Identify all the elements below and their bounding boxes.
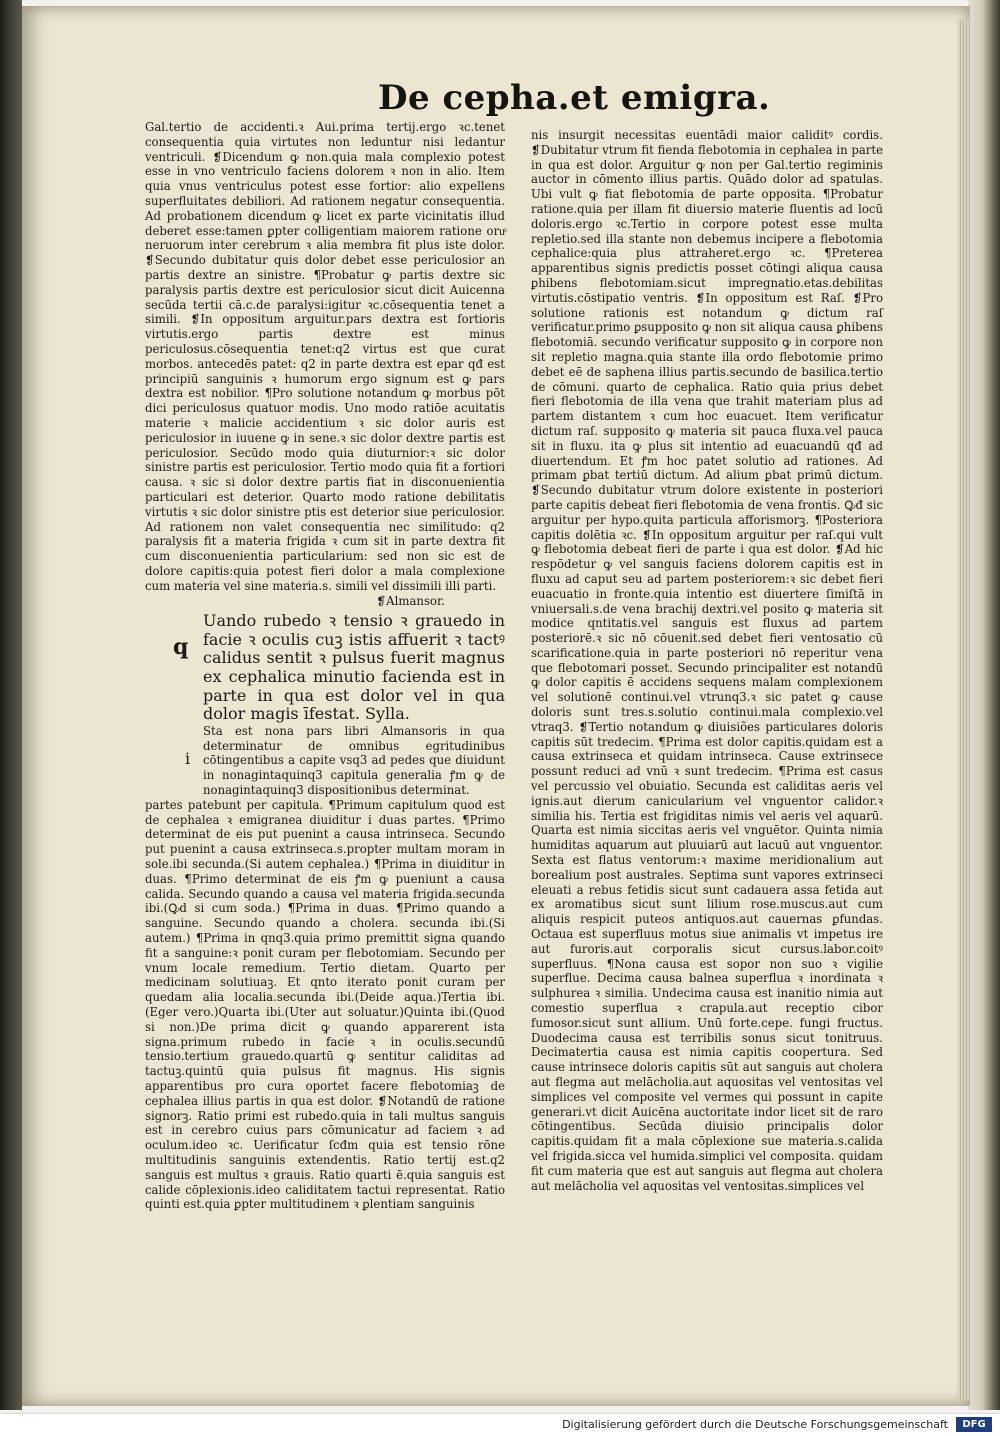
commentary-intro-text: Sta est nona pars libri Almansoris in qua determinatur de omnibus egritudinibus cōtingentibus a capite vsq3 ad pedes que diuidunt in nonagintaquinq3 capitula generalia ꝭm ꝙ de nonagintaquinq3 dispositionibus determinat. <box>203 723 505 798</box>
right-paragraph: nis insurgit necessitas euentādi maior caliditꝰ cordis. ❡Dubitatur vtrum fit fienda flebotomia in cephalea in parte in qua est dolor. Arguitur ꝙ non per Gal.tertio regiminis auctor in cōmento illius partis. Quādo dolor ad spatulas. Ubi vult ꝙ fiat flebotomia de parte opposita. ¶Probatur ratione.quia per illam fit diuersio materie fluentis ad locū doloris.ergo ꝛc.Tertio in corpore potest esse multa repletio.sed illa stante non debemus incipere a flebotomia cephalice:quia plus attraheret.ergo ꝛc. ¶Preterea apparentibus signis predictis posset cōtingi aliqua causa ꝑhibens flebotomiam.sicut impregnatio.etas.debilitas virtutis.cōstipatio ventris. ❡In oppositum est Raſ. ❡Pro solutione rationis est notandum ꝙ dictum raſ verificatur.primo ꝑsupposito ꝙ non sit aliqua causa ꝑhibens flebotomiā. secundo verificatur supposito ꝙ in corpore non sit repletio magna.quia stante illa ordo flebotomie primo debet eē de saphena illius partis.secundo de basilica.tertio de cōmuni. quarto de cephalica. Ratio quia prius debet fieri flebotomia de illa vena que trahit materiam plus ad partem distantem ꝛ cum hoc euacuet. Item verificatur dictum raſ. supposito ꝙ materia sit pauca fluxa.vel pauca sit in fluxu. ita ꝙ plus sit intentio ad euacuandū qđ ad diuertendum. Et ꝭm hoc patet solutio ad rationes. Ad primam ꝑbat tertiū dictum. Ad alium ꝑbat primū dictum. ❡Secundo dubitatur vtrum dolore existente in posteriori parte capitis debeat fieri flebotomia de vena frontis. Ꝙđ sic arguitur per hypo.quita particula afforismorꝫ. ¶Posteriora capitis dolētia ꝛc. ❡In oppositum arguitur per raſ.qui vult ꝙ flebotomia debeat fieri de parte i qua est dolor. ❡Ad hic respōdetur ꝙ vel sanguis faciens dolorem capitis est in fluxu ad caput seu ad partem posteriorem:ꝛ sic debet fieri euacuatio in fronte.quia intentio est diuertere ſimiſtā in vniuersali.s.de vena brachij dextri.vel posito ꝙ materia sit modice qntitatis.vel sanguis est fluxus ad partem posteriorē.ꝛ sic nō cōuenit.sed debet fieri ventosatio cū scarificatione.quia in parte posteriori nō reperitur vena que flebotomari posset. Secundo principaliter est notandū ꝙ dolor capitis ē accidens sequens malam complexionem vel solutionē continui.vel vtrunq3.ꝛ sic patet ꝙ cause doloris sunt tres.s.solutio continui.mala complexio.vel vtraq3. ❡Tertio notandum ꝙ diuisiões particulares doloris capitis sūt tredecim. ¶Prima est dolor capitis.quidam est a causa extrinseca et quidam intrinseca. Cause extrinsece possunt reduci ad vnū ꝛ sunt tredecim. ¶Prima est casus vel percussio vel obuiatio. Secunda est caliditas aeris vel ignis.aut dierum canicularium vel vnguentor calidor.ꝛ similia his. Tertia est frigiditas nimis vel aeris vel aquarū. Quarta est nimia siccitas aeris vel vnguētor. Quinta nimia humiditas aquarum aut pluuiarū aut lacuū aut vnguentor. Sexta est flatus ventorum:ꝛ maxime meridionalium aut borealium post australes. Septima sunt vapores extrinseci eleuati a rebus fetidis sicut sunt cadauera assa fetida aut ex aromatibus sicut sunt lilium rose.muscus.aut cum aliquis respicit puteos antiquos.aut cauernas ꝑfundas. Octaua est superfluus motus siue animalis vt impetus ire aut furoris.aut corporalis sicut cursus.labor.coitꝰ superfluus. ¶Nona causa est sopor non suo ꝛ vigilie superflue. Decima causa balnea superflua ꝛ inordinata ꝛ sulphurea ꝛ similia. Undecima causa est inanitio nimia aut comestio superflua ꝛ crapula.aut receptio cibor fumosor.sicut sunt allium. Unū forte.cepe. fungi fructus. Duodecima causa est terribilis sonus sicut tonitruus. Decimatertia causa est nimia capitis coopertura. Sed cause intrinsece doloris capitis sūt aut sanguis aut cholera aut flegma aut melācholia.aut aquositas vel ventositas vel simplices vel composite vel vermes qui possunt in capite generari.vt dicit Auicēna auctoritate indor licet sit de raro cōtingentibus. Secūda diuisio principalis dolor capitis.quidam fit a mala cōplexione sue materia.s.calida vel frigida.sicca vel humida.simplici vel composita. quidam fit cum materia que est aut sanguis aut flegma aut cholera aut melācholia vel aquositas vel ventositas.simplices vel <box>531 128 883 1193</box>
book-cover-edge <box>968 0 1000 1410</box>
initial-q-letter: q <box>173 634 189 661</box>
almansor-rubric: ❡Almansor. <box>376 593 445 608</box>
right-column <box>531 128 883 1193</box>
page-edge-stack <box>958 20 970 1400</box>
commentary-intro-block <box>145 724 505 798</box>
book-binding <box>0 0 22 1410</box>
digitization-footer <box>0 1413 1000 1436</box>
dfg-logo: DFG <box>956 1417 992 1432</box>
left-column <box>145 120 505 1212</box>
footer-credit: Digitalisierung gefördert durch die Deutsche Forschungsgemeinschaft <box>562 1418 948 1431</box>
page-heading: De cepha.et emigra. <box>378 78 771 118</box>
left-bottom-paragraph: partes patebunt per capitula. ¶Primum capitulum quod est de cephalea ꝛ emigranea diuiditur i duas partes. ¶Primo determinat de eis put puenint a causa intrinseca. Secundo put puenint a causa extrinseca.s.propter multam moram in sole.ibi secunda.(Si autem cephalea.) ¶Prima in diuiditur in duas. ¶Primo determinat de eis ꝭm ꝙ pueniunt a causa calida. Secundo quando a causa vel materia frigida.secunda ibi.(Ꝙd si cum soda.) ¶Prima in duas. ¶Primo quando a sanguine. Secundo quando a cholera. secunda ibi.(Si autem.) ¶Prima in qnq3.quia primo premittit signa quando fit a sanguine:ꝛ ponit curam per flebotomiam. Secundo per vnum locale remedium. Tertio dietam. Quarto per medicinam solutiuaꝫ. Et qnto iterato ponit curam per quedam alia localia.secunda ibi.(Deide aqua.)Tertia ibi.(Eger vero.)Quarta ibi.(Uter aut soluatur.)Quinta ibi.(Quod si non.)De prima dicit ꝙ quando apparerent ista signa.primum rubedo in facie ꝛ in oculis.secundū tensio.tertium grauedo.quartū ꝙ sentitur caliditas ad tactuꝫ.quintū quia pulsus fit magnus. His signis apparentibus pro cura oportet facere flebotomiaꝫ de cephalea illius partis in qua est dolor. ❡Notandū de ratione signorꝫ. Ratio primi est rubedo.quia in tali multus sanguis est in cerebro cuius pars cōmunicatur ad faciem ꝛ ad oculum.ideo ꝛc. Uerificatur ſcđm quia est tensio rōne multitudinis sanguinis extendentis. Ratio tertij est.q2 sanguis est multus ꝛ grauis. Ratio quarti ē.quia sanguis est calide cōplexionis.ideo caliditatem tactui representat. Ratio quinti est.quia ꝑpter multitudinem ꝛ ꝑlentiam sanguinis <box>145 797 505 1212</box>
initial-i-letter: i <box>185 748 191 768</box>
chapter-opening-text: Uando rubedo ꝛ tensio ꝛ grauedo in facie ꝛ oculis cuꝫ istis affuerit ꝛ tactꝰ calidus sentit ꝛ pulsus fuerit magnus ex cephalica minutio facienda est in parte in qua est dolor vel in qua dolor magis īfestat. Sylla. <box>203 611 505 724</box>
left-top-paragraph: Gal.tertio de accidenti.ꝛ Aui.prima tertij.ergo ꝛc.tenet consequentia quia virtutes non leduntur nisi ledantur ventriculi. ❡Dicendum ꝙ non.quia mala complexio potest esse in vno ventriculo faciens dolorem ꝛ non in alio. Item quia vnus ventriculus potest esse fortior: alio expellens superfluitates debiliori. Ad rationem negatur consequentia. Ad probationem dicendum ꝙ licet ex parte vicinitatis illud deberet esse:tamen ꝑpter colligentiam maiorem ratione oruͦ neruorum inter cerebrum ꝛ alia membra fit plus iste dolor. ❡Secundo dubitatur quis dolor debet esse periculosior an partis dextre an sinistre. ¶Probatur ꝙ partis dextre sic paralysis partis dextre est periculosior sicut dicit Auicenna secūda tertii cā.c.de paralysi:igitur ꝛc.cōsequentia tenet a simili. ❡In oppositum arguitur.pars dextra est fortioris virtutis.ergo partis dextre est minus periculosus.cōsequentia tenet:q2 virtus est que curat morbos. antecedēs patet: q2 in parte dextra est epar qđ est principiū sanguinis ꝛ humorum ergo signum est ꝙ pars dextra est nobilior. ¶Pro solutione notandum ꝙ morbus pōt dici periculosus quatuor modis. Uno modo ratiōe acuitatis materie ꝛ malicie accidentium ꝛ sic dolor auris est periculosior in iuuene ꝙ in sene.ꝛ sic dolor dextre partis est periculosior. Secūdo modo quia diuturnior:ꝛ sic dolor sinistre partis est periculosior. Tertio modo quia fit a fortiori causa. ꝛ sic si dolor dextre partis fiat in disconuenientia particulari est deterior. Quarto modo ratione debilitatis virtutis ꝛ sic dolor sinistre ptis est deterior siue periculosior. Ad rationem non valet consequentia nec similitudo: q2 paralysis fit a materia frigida ꝛ cum sit in parte dextra fit cum disconuenientia particularium: sed non sic est de dolore capitis:quia potest fieri dolor a mala complexione cum materia vel sine materia.s. simili vel dissimili illi parti. <box>145 120 505 593</box>
chapter-opening-block <box>145 612 505 724</box>
